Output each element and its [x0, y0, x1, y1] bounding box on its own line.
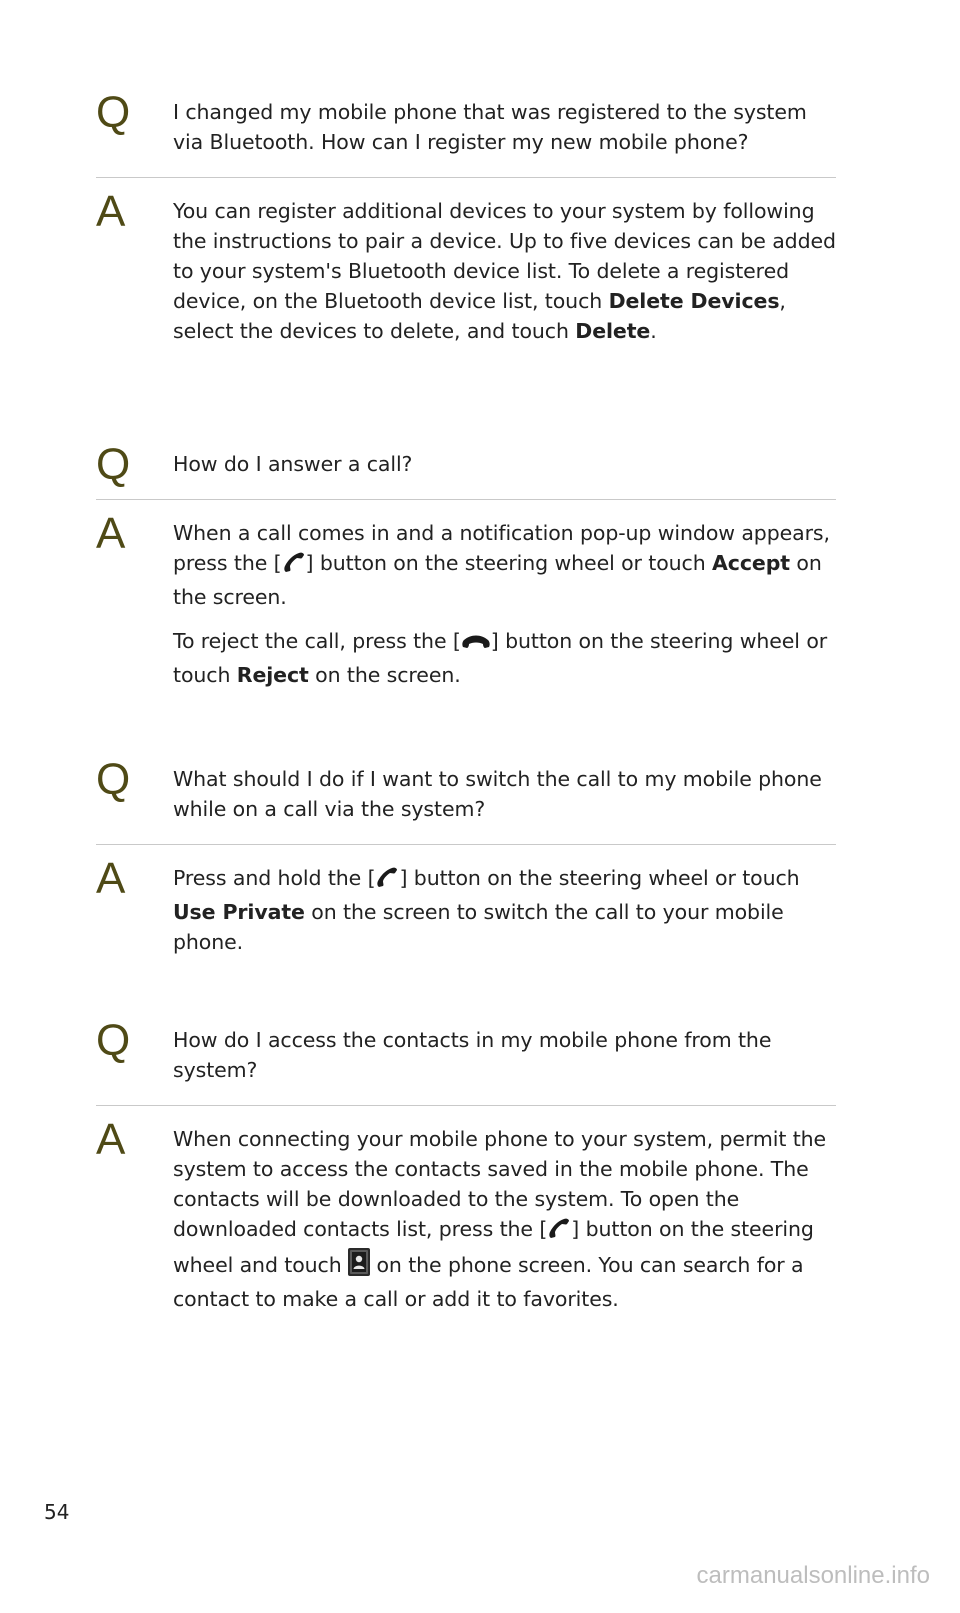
answer-text-reject: To reject the call, press the [ ] button on the steering wheel or touch Reject on the screen.: [173, 629, 828, 687]
question-text: What should I do if I want to switch the call to my mobile phone while on a call via the system?: [173, 767, 822, 821]
answer-row: [96, 854, 836, 957]
question-row: [96, 88, 836, 157]
divider: [96, 177, 836, 178]
answer-marker: A: [96, 509, 126, 558]
contacts-icon: [348, 1248, 370, 1284]
phone-call-icon: [375, 867, 399, 897]
reject-term: Reject: [236, 663, 309, 687]
answer-text: You can register additional devices to your system by following the instructions to pair a device. Up to five devices can be added to your system's Bluetooth device list. To delete a registered device, on the Bluetooth device list, touch Delete Devices, select the devices to delete, and touch Delete.: [173, 199, 836, 343]
divider: [96, 844, 836, 845]
question-marker: Q: [96, 88, 131, 137]
watermark: carmanualsonline.info: [696, 1562, 930, 1589]
question-text: How do I answer a call?: [173, 452, 413, 476]
answer-row: [96, 509, 836, 690]
phone-call-icon: [282, 552, 306, 582]
question-row: [96, 1016, 836, 1085]
answer-marker: A: [96, 854, 126, 903]
answer-text: When connecting your mobile phone to your system, permit the system to access the contacts saved in the mobile phone. The contacts will be downloaded to the system. To open the downloaded contacts list, press the [ ] button on the steering wheel and touch on the phone screen. You can search for a contact to make a call or add it to favorites.: [173, 1127, 827, 1311]
phone-end-icon: [461, 630, 491, 660]
answer-row: [96, 1115, 836, 1314]
page-number: 54: [44, 1500, 70, 1524]
divider: [96, 1105, 836, 1106]
answer-marker: A: [96, 187, 126, 236]
delete-devices-term: Delete Devices: [608, 289, 780, 313]
question-marker: Q: [96, 755, 131, 804]
question-marker: Q: [96, 440, 131, 489]
answer-row: [96, 187, 836, 346]
answer-marker: A: [96, 1115, 126, 1164]
qa-block-answer-call: [96, 440, 836, 690]
question-row: [96, 440, 836, 489]
divider: [96, 499, 836, 500]
question-text: I changed my mobile phone that was registered to the system via Bluetooth. How can I register my new mobile phone?: [173, 100, 807, 154]
use-private-term: Use Private: [173, 900, 305, 924]
qa-block-use-private: [96, 755, 836, 957]
question-marker: Q: [96, 1016, 131, 1065]
qa-block-register-phone: [96, 88, 836, 346]
question-row: [96, 755, 836, 824]
phone-call-icon: [547, 1218, 571, 1248]
answer-text: Press and hold the [ ] button on the steering wheel or touch Use Private on the screen to switch the call to your mobile phone.: [173, 866, 800, 954]
accept-term: Accept: [712, 551, 790, 575]
delete-term: Delete: [575, 319, 651, 343]
qa-block-contacts: [96, 1016, 836, 1314]
answer-text: When a call comes in and a notification pop-up window appears, press the [ ] button on the steering wheel or touch Accept on the screen.: [173, 521, 830, 609]
question-text: How do I access the contacts in my mobile phone from the system?: [173, 1028, 772, 1082]
